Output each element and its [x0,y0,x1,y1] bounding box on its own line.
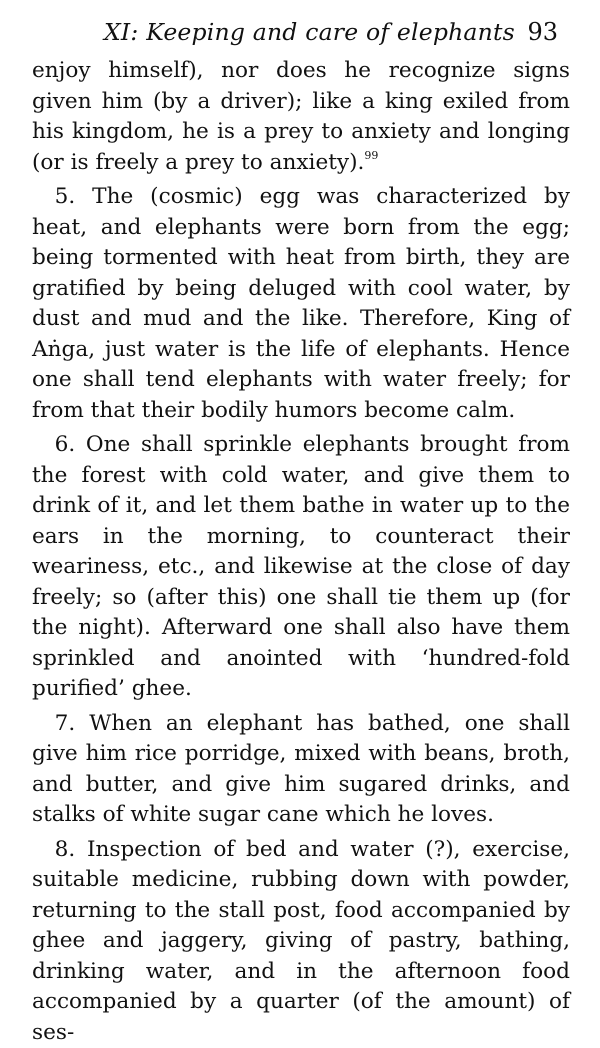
paragraph-7: 7. When an elephant has bathed, one shall give him rice porridge, mixed with beans, broth, and butter, and give him sugared drinks, and stalks of white sugar cane which he loves. [32,709,570,831]
paragraph-continued [32,56,570,178]
paragraph-8: 8. Inspection of bed and water (?), exercise, suitable medicine, rubbing down with powder, returning to the stall post, food accompanied by ghee and jaggery, giving of pastry, bathing, drinking water, and in the afternoon food accompanied by a quarter (of the amount) of ses- [32,835,570,1048]
paragraph-5: 5. The (cosmic) egg was characterized by heat, and elephants were born from the egg; being tormented with heat from birth, they are gratified by being deluged with cool water, by dust and mud and the like. Therefore, King of Aṅga, just water is the life of elephants. Hence one shall tend elephants with water freely; for from that their bodily humors become calm. [32,182,570,426]
running-title: XI: Keeping and care of elephants [104,18,515,46]
body-text [32,56,570,1048]
page-number: 93 [527,18,558,46]
paragraph-6: 6. One shall sprinkle elephants brought from the forest with cold water, and give them to drink of it, and let them bathe in water up to the ears in the morning, to counteract their weariness, etc., and likewise at the close of day freely; so (after this) one shall tie them up (for the night). Afterward one shall also have them sprinkled and anointed with ‘hundred-fold purified’ ghee. [32,430,570,705]
paragraph-text: enjoy himself), nor does he recognize signs given him (by a driver); like a king exiled from his kingdom, he is a prey to anxiety and longing (or is freely a prey to anxiety). [32,58,570,175]
running-header [32,18,570,56]
footnote-marker: 99 [364,149,378,162]
